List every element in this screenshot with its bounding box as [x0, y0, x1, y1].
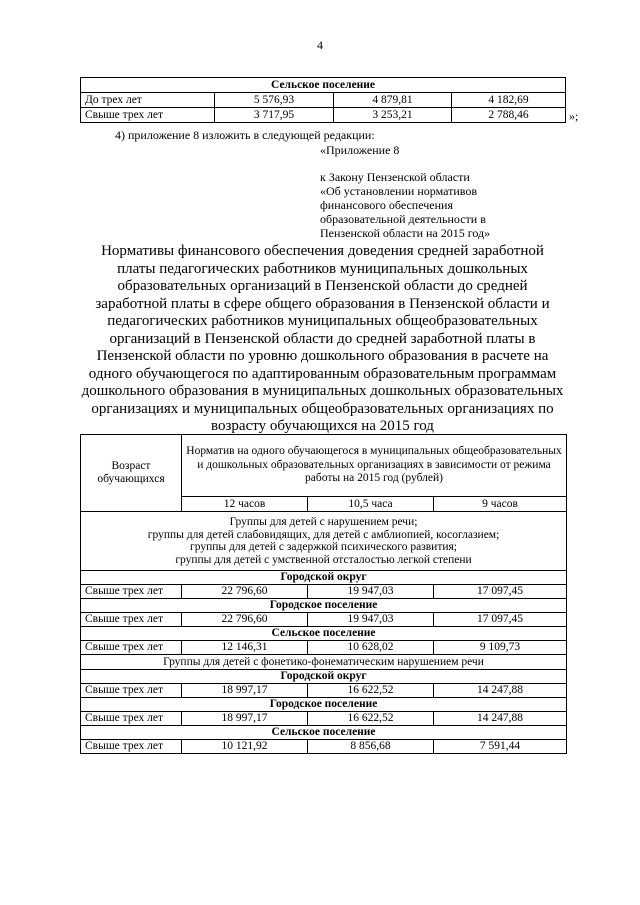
- row-label: Свыше трех лет: [81, 712, 182, 726]
- value-cell: 4 182,69: [452, 93, 566, 108]
- table-section-row: [81, 627, 567, 641]
- section-title: Городской округ: [81, 670, 567, 684]
- table-section-row: [81, 78, 566, 93]
- title-line: образовательных организаций в Пензенской области до средней: [117, 278, 528, 294]
- subheader-12h: 12 часов: [182, 497, 308, 512]
- table-row: [81, 585, 567, 599]
- section-title: Сельское поселение: [81, 78, 566, 93]
- column-header-age: Возраст обучающихся: [81, 435, 182, 512]
- table-row: [81, 740, 567, 754]
- row-label: Свыше трех лет: [81, 585, 182, 599]
- group-title-line: группы для детей слабовидящих, для детей с амблиопией, косоглазием;: [147, 528, 500, 541]
- value-cell: 22 796,60: [182, 585, 308, 599]
- closing-quote: »;: [569, 109, 579, 123]
- value-cell: 10 628,02: [308, 641, 434, 655]
- value-cell: 18 997,17: [182, 712, 308, 726]
- value-cell: 7 591,44: [434, 740, 567, 754]
- column-header-normative: Норматив на одного обучающегося в муниципальных общеобразовательных и дошкольных образовательных организациях в зависимости от режима работы на 2015 год (рублей): [182, 435, 567, 497]
- table-section-row: [81, 726, 567, 740]
- value-cell: 4 879,81: [334, 93, 452, 108]
- page-number: 4: [317, 38, 323, 52]
- appendix-line: финансового обеспечения: [320, 198, 453, 212]
- title-line: организаций в Пензенской области до средней заработной платы в: [109, 330, 536, 347]
- value-cell: 10 121,92: [182, 740, 308, 754]
- document-title: [80, 243, 565, 436]
- title-line: педагогических работников муниципальных общеобразовательных: [107, 313, 538, 329]
- group-title: [81, 512, 567, 571]
- value-cell: 19 947,03: [308, 585, 434, 599]
- table-row: [81, 712, 567, 726]
- subheader-9h: 9 часов: [434, 497, 567, 512]
- title-line: заработной платы в сфере общего образования в Пензенской области и: [95, 295, 550, 312]
- row-label: Свыше трех лет: [81, 613, 182, 627]
- title-line: организациях и муниципальных общеобразовательных организациях по: [91, 400, 554, 417]
- row-label: До трех лет: [81, 93, 215, 108]
- value-cell: 22 796,60: [182, 613, 308, 627]
- appendix-label: «Приложение 8: [320, 143, 400, 157]
- table-section-row: [81, 698, 567, 712]
- value-cell: 19 947,03: [308, 613, 434, 627]
- table-row: [81, 108, 566, 123]
- value-cell: 12 146,31: [182, 641, 308, 655]
- section-title: Городской округ: [81, 571, 567, 585]
- normatives-table: [80, 434, 567, 754]
- group-title-row: [81, 655, 567, 670]
- table-section-row: [81, 571, 567, 585]
- table-row: [81, 93, 566, 108]
- value-cell: 17 097,45: [434, 613, 567, 627]
- value-cell: 3 253,21: [334, 108, 452, 123]
- appendix-line: к Закону Пензенской области: [320, 170, 470, 184]
- table-section-row: [81, 599, 567, 613]
- table-row: [81, 684, 567, 698]
- table-section-row: [81, 670, 567, 684]
- group-title-line: группы для детей с задержкой психического развития;: [190, 541, 457, 553]
- group-title-row: [81, 512, 567, 571]
- title-line: возрасту обучающихся на 2015 год: [211, 418, 434, 434]
- value-cell: 2 788,46: [452, 108, 566, 123]
- group-title-line: Группы для детей с нарушением речи;: [229, 516, 418, 528]
- appendix-line: образовательной деятельности в: [320, 212, 486, 226]
- value-cell: 16 622,52: [308, 684, 434, 698]
- value-cell: 16 622,52: [308, 712, 434, 726]
- section-title: Городское поселение: [81, 698, 567, 712]
- table-header-row: [81, 435, 567, 497]
- row-label: Свыше трех лет: [81, 740, 182, 754]
- table-row: [81, 613, 567, 627]
- title-line: Пензенской области по уровню дошкольного образования в расчете на: [96, 348, 549, 364]
- value-cell: 14 247,88: [434, 684, 567, 698]
- value-cell: 3 717,95: [215, 108, 334, 123]
- title-line: Нормативы финансового обеспечения доведения средней заработной: [101, 243, 544, 259]
- value-cell: 14 247,88: [434, 712, 567, 726]
- title-line: одного обучающегося по адаптированным образовательным программам: [88, 365, 557, 382]
- value-cell: 5 576,93: [215, 93, 334, 108]
- row-label: Свыше трех лет: [81, 684, 182, 698]
- section-title: Сельское поселение: [81, 627, 567, 641]
- appendix-line: «Об установлении нормативов: [320, 184, 478, 198]
- top-table: [80, 77, 566, 123]
- value-cell: 17 097,45: [434, 585, 567, 599]
- section-title: Городское поселение: [81, 599, 567, 613]
- row-label: Свыше трех лет: [81, 641, 182, 655]
- section-title: Сельское поселение: [81, 726, 567, 740]
- appendix-line: Пензенской области на 2015 год»: [320, 226, 491, 240]
- table-row: [81, 641, 567, 655]
- amendment-item-4: 4) приложение 8 изложить в следующей редакции:: [115, 128, 375, 142]
- value-cell: 18 997,17: [182, 684, 308, 698]
- subheader-10-5h: 10,5 часа: [308, 497, 434, 512]
- row-label: Свыше трех лет: [81, 108, 215, 123]
- value-cell: 8 856,68: [308, 740, 434, 754]
- group-title: Группы для детей с фонетико-фонематическим нарушением речи: [81, 655, 567, 670]
- title-line: дошкольного образования в муниципальных дошкольных образовательных: [81, 383, 564, 399]
- title-line: платы педагогических работников муниципальных дошкольных: [117, 260, 528, 277]
- value-cell: 9 109,73: [434, 641, 567, 655]
- group-title-line: группы для детей с умственной отсталостью легкой степени: [175, 553, 472, 566]
